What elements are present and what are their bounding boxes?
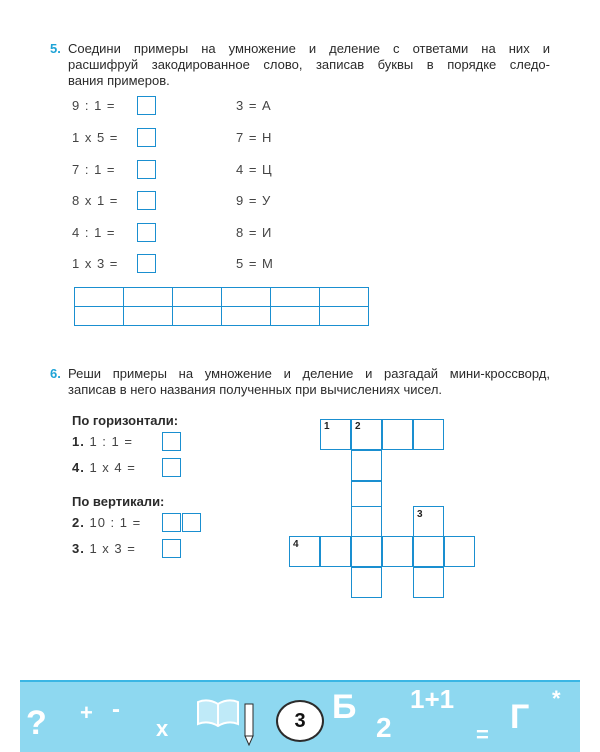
crossword-cell[interactable] bbox=[382, 419, 413, 450]
multiply-icon: x bbox=[156, 716, 169, 741]
decode-cell[interactable] bbox=[75, 288, 124, 307]
crossword-cell[interactable] bbox=[351, 506, 382, 537]
task-5-number: 5. bbox=[50, 41, 61, 56]
answer-key-5: 8 = И bbox=[236, 225, 273, 240]
open-book-icon bbox=[196, 698, 240, 728]
answer-key-1: 3 = А bbox=[236, 98, 272, 113]
task-6-line-1: Реши примеры на умножение и деление и разгадай мини-кроссворд, bbox=[68, 366, 550, 381]
decode-cell[interactable] bbox=[271, 288, 320, 307]
clue-4 bbox=[72, 459, 136, 477]
clue-1-number: 1. bbox=[72, 434, 85, 449]
answer-key-6: 5 = М bbox=[236, 256, 274, 271]
clue-1 bbox=[72, 433, 133, 451]
task-6-number: 6. bbox=[50, 366, 61, 381]
decode-cell[interactable] bbox=[222, 307, 271, 326]
answer-box-5[interactable] bbox=[137, 223, 156, 242]
crossword-cell[interactable] bbox=[413, 419, 444, 450]
horizontal-title: По горизонтали: bbox=[72, 413, 179, 428]
example-5: 4 : 1 = bbox=[72, 225, 116, 240]
question-mark-icon: ? bbox=[26, 704, 47, 742]
decode-cell[interactable] bbox=[173, 288, 222, 307]
clue-3-number: 3. bbox=[72, 541, 85, 556]
plus-icon: + bbox=[80, 700, 93, 725]
crossword-cell[interactable] bbox=[413, 536, 444, 567]
decode-cell[interactable] bbox=[320, 307, 369, 326]
decode-cell[interactable] bbox=[320, 288, 369, 307]
task-5-line-3: вания примеров. bbox=[68, 73, 170, 88]
crossword-number-1: 1 bbox=[324, 421, 330, 432]
crossword-cell[interactable] bbox=[351, 536, 382, 567]
answer-box-1[interactable] bbox=[137, 96, 156, 115]
clue-4-number: 4. bbox=[72, 460, 85, 475]
example-1: 9 : 1 = bbox=[72, 98, 116, 113]
clue-2 bbox=[72, 514, 141, 532]
clue-2-box-a[interactable] bbox=[162, 513, 181, 532]
page-number: 3 bbox=[276, 700, 324, 742]
example-6: 1 x 3 = bbox=[72, 256, 119, 271]
answer-key-3: 4 = Ц bbox=[236, 162, 273, 177]
answer-box-4[interactable] bbox=[137, 191, 156, 210]
equals-icon: = bbox=[476, 722, 489, 747]
example-3: 7 : 1 = bbox=[72, 162, 116, 177]
letter-b-icon: Б bbox=[332, 688, 357, 726]
task-6-text bbox=[68, 366, 550, 398]
example-4: 8 x 1 = bbox=[72, 193, 119, 208]
crossword-cell[interactable] bbox=[444, 536, 475, 567]
vertical-title: По вертикали: bbox=[72, 494, 165, 509]
clue-3-expr: 1 x 3 = bbox=[89, 541, 136, 556]
crossword-cell[interactable] bbox=[382, 536, 413, 567]
decode-grid bbox=[74, 287, 369, 326]
crossword-cell[interactable] bbox=[351, 567, 382, 598]
answer-key-2: 7 = Н bbox=[236, 130, 273, 145]
addition-icon: 1+1 bbox=[410, 684, 455, 714]
crossword-number-3: 3 bbox=[417, 509, 423, 520]
example-2: 1 x 5 = bbox=[72, 130, 119, 145]
decode-grid-row-2 bbox=[75, 307, 369, 326]
answer-key-4: 9 = У bbox=[236, 193, 272, 208]
task-5-line-2: расшифруй закодированное слово, записав буквы в порядке следо- bbox=[68, 57, 550, 72]
decode-cell[interactable] bbox=[124, 288, 173, 307]
crossword-cell[interactable] bbox=[320, 536, 351, 567]
decode-cell[interactable] bbox=[173, 307, 222, 326]
clue-2-expr: 10 : 1 = bbox=[89, 515, 142, 530]
decode-cell[interactable] bbox=[271, 307, 320, 326]
answer-box-3[interactable] bbox=[137, 160, 156, 179]
footer-band bbox=[20, 680, 580, 752]
crossword-cell[interactable] bbox=[351, 450, 382, 481]
clue-1-expr: 1 : 1 = bbox=[89, 434, 133, 449]
letter-g-icon: Г bbox=[510, 698, 530, 736]
task-6-line-2: записав в него названия полученных при вычислениях чисел. bbox=[68, 382, 443, 397]
digit-icon: 2 bbox=[376, 712, 392, 743]
clue-1-box[interactable] bbox=[162, 432, 181, 451]
pencil-icon bbox=[242, 702, 256, 746]
clue-4-expr: 1 x 4 = bbox=[89, 460, 136, 475]
decode-cell[interactable] bbox=[222, 288, 271, 307]
decode-cell[interactable] bbox=[124, 307, 173, 326]
decode-grid-row-1 bbox=[75, 288, 369, 307]
decode-cell[interactable] bbox=[75, 307, 124, 326]
crossword-number-2: 2 bbox=[355, 421, 361, 432]
star-icon: * bbox=[552, 686, 561, 711]
task-5-line-1: Соедини примеры на умножение и деление с ответами на них и bbox=[68, 41, 550, 56]
clue-3 bbox=[72, 540, 136, 558]
clue-2-number: 2. bbox=[72, 515, 85, 530]
task-5-text bbox=[68, 41, 550, 89]
crossword-cell[interactable] bbox=[413, 567, 444, 598]
clue-4-box[interactable] bbox=[162, 458, 181, 477]
crossword-number-4: 4 bbox=[293, 539, 299, 550]
minus-icon: - bbox=[112, 696, 120, 723]
answer-box-6[interactable] bbox=[137, 254, 156, 273]
answer-box-2[interactable] bbox=[137, 128, 156, 147]
clue-3-box[interactable] bbox=[162, 539, 181, 558]
clue-2-box-b[interactable] bbox=[182, 513, 201, 532]
